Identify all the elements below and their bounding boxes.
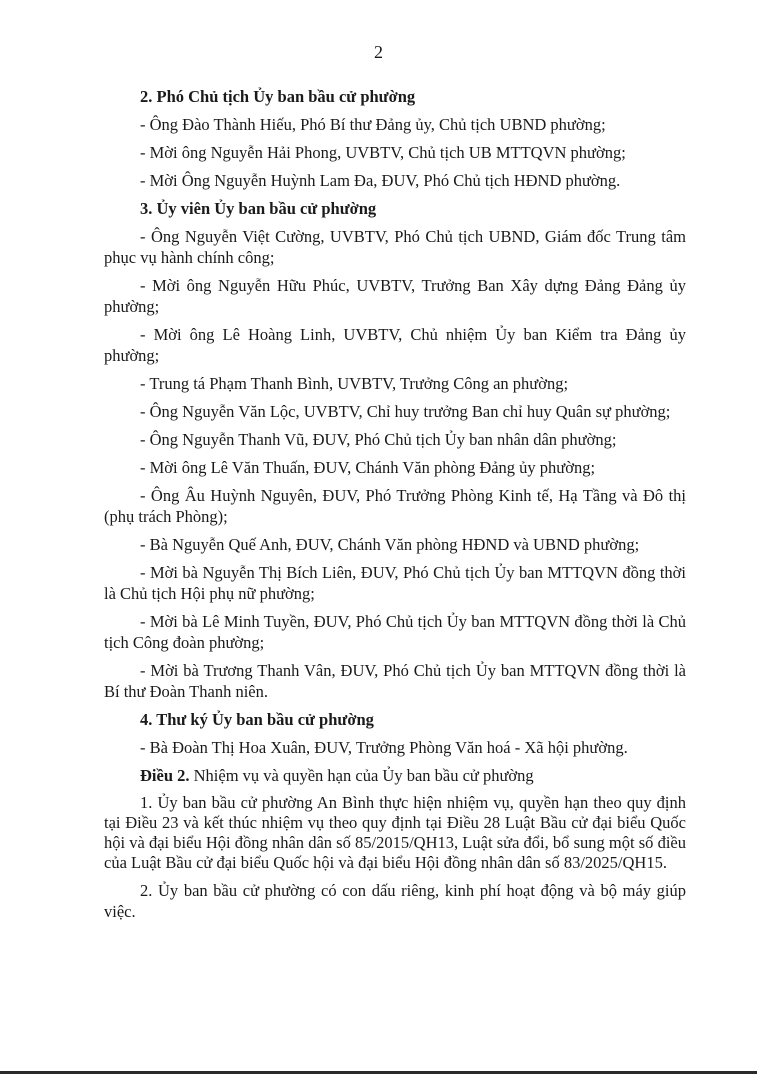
list-item: - Bà Nguyễn Quế Anh, ĐUV, Chánh Văn phòng HĐND và UBND phường; bbox=[140, 535, 640, 554]
article-2-heading bbox=[104, 765, 686, 786]
article-2-title: Nhiệm vụ và quyền hạn của Ủy ban bầu cử phường bbox=[189, 766, 534, 785]
list-item: - Mời bà Lê Minh Tuyền, ĐUV, Phó Chủ tịch Ủy ban MTTQVN đồng thời là Chủ tịch Công đoàn phường; bbox=[104, 612, 686, 652]
article-2-clause-2: 2. Ủy ban bầu cử phường có con dấu riêng, kinh phí hoạt động và bộ máy giúp việc. bbox=[104, 881, 686, 921]
section-heading-vice-chairs: 2. Phó Chủ tịch Ủy ban bầu cử phường bbox=[140, 87, 416, 106]
document-body bbox=[104, 86, 686, 929]
list-item: - Trung tá Phạm Thanh Bình, UVBTV, Trưởng Công an phường; bbox=[140, 374, 569, 393]
list-item: - Bà Đoàn Thị Hoa Xuân, ĐUV, Trưởng Phòng Văn hoá - Xã hội phường. bbox=[140, 738, 628, 757]
list-item: - Mời ông Lê Văn Thuấn, ĐUV, Chánh Văn phòng Đảng ủy phường; bbox=[140, 458, 596, 477]
list-item: - Mời bà Trương Thanh Vân, ĐUV, Phó Chủ tịch Ủy ban MTTQVN đồng thời là Bí thư Đoàn Thanh niên. bbox=[104, 661, 686, 701]
list-item: - Mời ông Lê Hoàng Linh, UVBTV, Chủ nhiệm Ủy ban Kiểm tra Đảng ủy phường; bbox=[104, 325, 686, 365]
section-heading-secretary: 4. Thư ký Ủy ban bầu cử phường bbox=[140, 710, 374, 729]
list-item: - Ông Âu Huỳnh Nguyên, ĐUV, Phó Trưởng Phòng Kinh tế, Hạ Tầng và Đô thị (phụ trách Phòng); bbox=[104, 486, 686, 526]
list-item: - Ông Đào Thành Hiếu, Phó Bí thư Đảng ủy, Chủ tịch UBND phường; bbox=[140, 115, 606, 134]
list-item: - Mời ông Nguyễn Hữu Phúc, UVBTV, Trưởng Ban Xây dựng Đảng Đảng ủy phường; bbox=[104, 276, 686, 316]
list-item: - Ông Nguyễn Văn Lộc, UVBTV, Chỉ huy trưởng Ban chỉ huy Quân sự phường; bbox=[140, 402, 671, 421]
article-2-label: Điều 2. bbox=[140, 766, 190, 785]
list-item: - Mời Ông Nguyễn Huỳnh Lam Đa, ĐUV, Phó Chủ tịch HĐND phường. bbox=[140, 171, 621, 190]
list-item: - Mời bà Nguyễn Thị Bích Liên, ĐUV, Phó Chủ tịch Ủy ban MTTQVN đồng thời là Chủ tịch Hội phụ nữ phường; bbox=[104, 563, 686, 603]
page-number: 2 bbox=[374, 42, 383, 62]
list-item: - Ông Nguyễn Thanh Vũ, ĐUV, Phó Chủ tịch Ủy ban nhân dân phường; bbox=[140, 430, 617, 449]
list-item: - Ông Nguyễn Việt Cường, UVBTV, Phó Chủ tịch UBND, Giám đốc Trung tâm phục vụ hành chính công; bbox=[104, 227, 686, 267]
list-item: - Mời ông Nguyễn Hải Phong, UVBTV, Chủ tịch UB MTTQVN phường; bbox=[140, 143, 626, 162]
section-heading-members: 3. Ủy viên Ủy ban bầu cử phường bbox=[140, 199, 377, 218]
article-2-clause-1: 1. Ủy ban bầu cử phường An Bình thực hiện nhiệm vụ, quyền hạn theo quy định tại Điều 23 và kết thúc nhiệm vụ theo quy định tại Điều 28 Luật Bầu cử đại biểu Quốc hội và đại biểu Hội đồng nhân dân số 85/2015/QH13, Luật sửa đổi, bổ sung một số điều của Luật Bầu cử đại biểu Quốc hội và đại biểu Hội đồng nhân dân số 83/2025/QH15. bbox=[104, 793, 686, 872]
